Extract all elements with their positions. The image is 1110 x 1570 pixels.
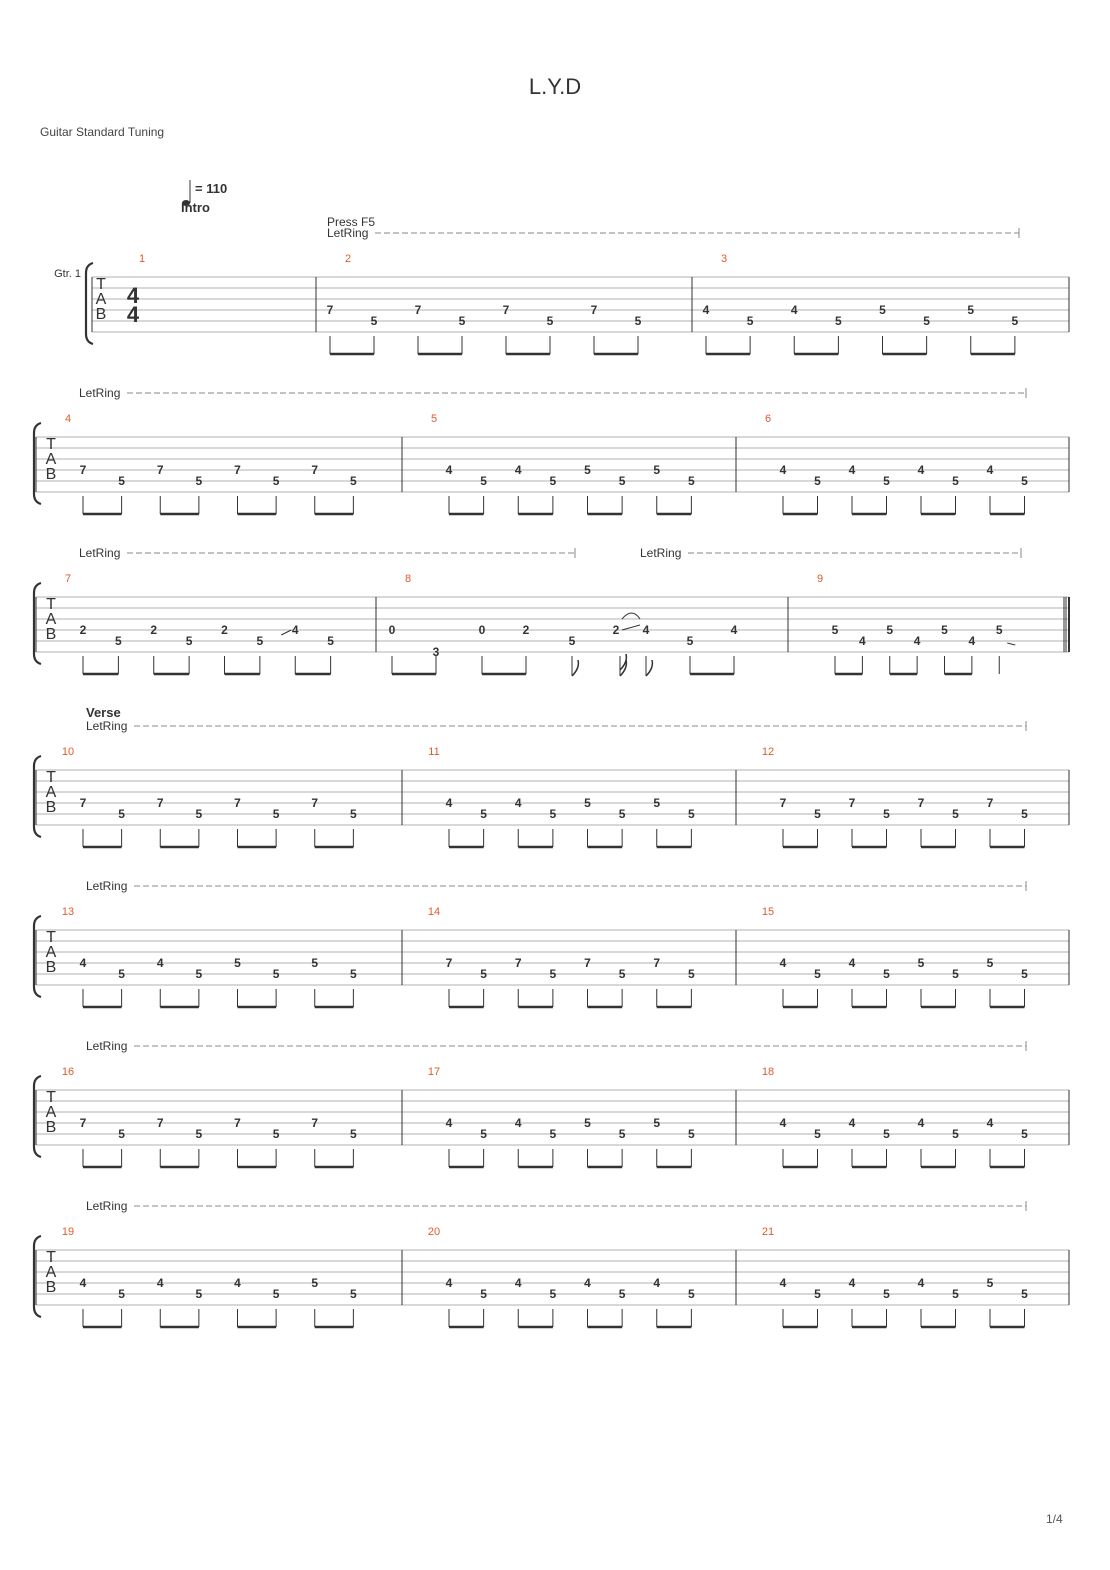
measure-number: 11: [428, 746, 440, 758]
let-ring-label: LetRing: [327, 226, 369, 240]
fret-number: 4: [779, 956, 787, 970]
fret-number: 5: [480, 967, 487, 981]
fret-number: 5: [883, 474, 890, 488]
fret-number: 7: [414, 303, 422, 317]
fret-number: 7: [917, 796, 925, 810]
fret-number: 5: [115, 634, 122, 648]
fret-number: 4: [234, 1276, 241, 1290]
tab-clef-letter: T: [96, 276, 106, 293]
fret-number: 4: [514, 463, 522, 477]
fret-number: 5: [272, 807, 280, 821]
fret-number: 4: [790, 303, 798, 317]
fret-number: 4: [584, 1276, 591, 1290]
fret-number: 4: [445, 1116, 453, 1130]
fret-number: 4: [445, 1276, 453, 1290]
fret-number: 4: [79, 956, 87, 970]
fret-number: 7: [311, 796, 319, 810]
fret-number: 5: [653, 796, 661, 810]
fret-number: 5: [311, 1276, 319, 1290]
fret-number: 5: [195, 1287, 203, 1301]
page-number: 1/4: [1046, 1512, 1063, 1526]
fret-number: 4: [779, 1276, 787, 1290]
fret-number: 5: [350, 1127, 357, 1141]
fret-number: 5: [480, 474, 487, 488]
fret-number: 7: [79, 796, 87, 810]
fret-number: 7: [234, 463, 241, 477]
fret-number: 5: [618, 807, 626, 821]
fret-number: 5: [195, 807, 203, 821]
measure-number: 5: [430, 413, 438, 425]
fret-number: 5: [917, 956, 925, 970]
fret-number: 2: [522, 623, 530, 637]
fret-number: 5: [746, 314, 754, 328]
fret-number: 5: [688, 474, 695, 488]
fret-number: 4: [848, 1276, 856, 1290]
let-ring-label: LetRing: [640, 546, 682, 560]
fret-number: 7: [156, 1116, 164, 1130]
fret-number: 4: [156, 956, 164, 970]
fret-number: 5: [618, 474, 626, 488]
tempo-value: = 110: [195, 181, 228, 196]
fret-number: 5: [118, 474, 125, 488]
tab-clef-letter: A: [45, 1264, 57, 1281]
measure-number: 1: [138, 253, 146, 265]
fret-number: 0: [388, 623, 396, 637]
fret-number: 7: [590, 303, 598, 317]
let-ring-label: LetRing: [86, 719, 128, 733]
fret-number: 5: [883, 967, 890, 981]
fret-number: 7: [234, 1116, 241, 1130]
measure-number: 6: [764, 413, 772, 425]
tab-clef-letter: B: [45, 466, 57, 483]
fret-number: 5: [941, 623, 948, 637]
fret-number: 5: [118, 1127, 125, 1141]
fret-number: 4: [917, 1116, 925, 1130]
fret-number: 5: [1021, 967, 1028, 981]
fret-number: 5: [118, 1287, 125, 1301]
fret-number: 5: [883, 1127, 890, 1141]
let-ring-label: LetRing: [79, 386, 121, 400]
fret-number: 4: [986, 463, 994, 477]
fret-number: 5: [688, 967, 695, 981]
tab-clef-letter: T: [46, 769, 56, 786]
fret-number: 5: [1011, 314, 1019, 328]
tuning-label: Guitar Standard Tuning: [40, 125, 165, 139]
fret-number: 5: [814, 967, 821, 981]
fret-number: 5: [549, 474, 557, 488]
measure-number: 13: [61, 906, 75, 918]
fret-number: 5: [952, 1127, 959, 1141]
tab-clef-letter: T: [46, 596, 56, 613]
fret-number: 5: [814, 1127, 821, 1141]
fret-number: 5: [952, 1287, 959, 1301]
fret-number: 4: [986, 1116, 994, 1130]
fret-number: 5: [195, 967, 203, 981]
let-ring-label: LetRing: [79, 546, 121, 560]
time-signature-bottom: 4: [126, 302, 140, 327]
fret-number: 5: [879, 303, 886, 317]
measure-number: 16: [61, 1066, 75, 1078]
fret-number: 5: [1021, 474, 1028, 488]
fret-number: 5: [546, 314, 554, 328]
fret-number: 5: [350, 807, 357, 821]
tab-clef-letter: T: [46, 436, 56, 453]
fret-number: 4: [514, 1116, 522, 1130]
fret-number: 5: [272, 967, 280, 981]
let-ring-label: LetRing: [86, 1039, 128, 1053]
fret-number: 2: [612, 623, 620, 637]
fret-number: 5: [584, 796, 591, 810]
tab-clef-letter: B: [45, 799, 57, 816]
fret-number: 7: [234, 796, 241, 810]
fret-number: 5: [986, 1276, 994, 1290]
fret-number: 5: [688, 1127, 695, 1141]
fret-number: 5: [327, 634, 334, 648]
fret-number: 4: [848, 1116, 856, 1130]
fret-number: 5: [549, 807, 557, 821]
fret-number: 5: [549, 1127, 557, 1141]
measure-number: 4: [64, 413, 72, 425]
fret-number: 4: [79, 1276, 87, 1290]
fret-number: 5: [886, 623, 894, 637]
measure-number: 17: [427, 1066, 441, 1078]
fret-number: 5: [480, 1287, 487, 1301]
fret-number: 7: [502, 303, 510, 317]
fret-number: 4: [848, 463, 856, 477]
fret-number: 0: [478, 623, 486, 637]
fret-number: 5: [311, 956, 319, 970]
fret-number: 5: [185, 634, 193, 648]
fret-number: 5: [195, 474, 203, 488]
measure-number: 20: [427, 1226, 441, 1238]
fret-number: 5: [480, 1127, 487, 1141]
tab-clef-letter: A: [45, 1104, 57, 1121]
measure-number: 10: [61, 746, 75, 758]
fret-number: 5: [1021, 1127, 1028, 1141]
tab-clef-letter: T: [46, 1089, 56, 1106]
fret-number: 2: [79, 623, 87, 637]
tab-clef-letter: B: [95, 306, 107, 323]
measure-number: 8: [404, 573, 412, 585]
fret-number: 4: [917, 463, 925, 477]
fret-number: 4: [445, 463, 453, 477]
fret-number: 5: [350, 967, 357, 981]
fret-number: 5: [688, 807, 695, 821]
tab-clef-letter: A: [45, 784, 57, 801]
fret-number: 5: [480, 807, 487, 821]
fret-number: 7: [848, 796, 856, 810]
fret-number: 7: [986, 796, 994, 810]
fret-number: 5: [618, 1127, 626, 1141]
section-label-intro: Intro: [181, 200, 210, 215]
let-ring-label: LetRing: [86, 879, 128, 893]
fret-number: 4: [730, 623, 738, 637]
fret-number: 5: [814, 474, 821, 488]
fret-number: 7: [156, 463, 164, 477]
fret-number: 4: [445, 796, 453, 810]
fret-number: 5: [1021, 807, 1028, 821]
fret-number: 7: [445, 956, 453, 970]
tab-clef-letter: B: [45, 626, 57, 643]
fret-number: 7: [79, 1116, 87, 1130]
let-ring-label: LetRing: [86, 1199, 128, 1213]
tab-clef-letter: A: [45, 611, 57, 628]
fret-number: 5: [952, 474, 959, 488]
fret-number: 5: [986, 956, 994, 970]
fret-number: 5: [118, 807, 125, 821]
measure-number: 21: [761, 1226, 775, 1238]
fret-number: 4: [642, 623, 650, 637]
fret-number: 3: [432, 645, 440, 659]
note-flag: [646, 660, 652, 676]
fret-number: 5: [967, 303, 975, 317]
fret-number: 5: [118, 967, 125, 981]
fret-number: 5: [653, 1116, 661, 1130]
fret-number: 5: [634, 314, 642, 328]
fret-number: 5: [195, 1127, 203, 1141]
fret-number: 4: [702, 303, 710, 317]
fret-number: 5: [370, 314, 378, 328]
fret-number: 7: [514, 956, 522, 970]
slide-line: [622, 625, 640, 630]
fret-number: 4: [156, 1276, 164, 1290]
fret-number: 5: [952, 967, 959, 981]
instrument-label: Gtr. 1: [54, 268, 81, 280]
fret-number: 2: [221, 623, 228, 637]
measure-number: 12: [761, 746, 775, 758]
hammer-arc: [622, 613, 640, 619]
fret-number: 4: [779, 463, 787, 477]
measure-number: 19: [61, 1226, 75, 1238]
note-flag: [572, 660, 578, 676]
tab-clef-letter: A: [45, 451, 57, 468]
measure-number: 3: [720, 253, 728, 265]
fret-number: 4: [848, 956, 856, 970]
fret-number: 5: [952, 807, 959, 821]
fret-number: 5: [272, 1287, 280, 1301]
fret-number: 5: [568, 634, 576, 648]
fret-number: 5: [234, 956, 241, 970]
fret-number: 5: [350, 1287, 357, 1301]
fret-number: 7: [584, 956, 591, 970]
fret-number: 7: [653, 956, 661, 970]
tab-clef-letter: A: [95, 291, 107, 308]
tab-clef-letter: A: [45, 944, 57, 961]
fret-number: 4: [917, 1276, 925, 1290]
fret-number: 4: [514, 1276, 522, 1290]
slide-out-line: [1007, 643, 1015, 645]
fret-number: 5: [686, 634, 694, 648]
press-label: Press F5: [327, 215, 376, 229]
fret-number: 4: [514, 796, 522, 810]
fret-number: 4: [653, 1276, 661, 1290]
fret-number: 5: [923, 314, 930, 328]
fret-number: 5: [272, 474, 280, 488]
fret-number: 4: [779, 1116, 787, 1130]
fret-number: 5: [618, 1287, 626, 1301]
fret-number: 5: [835, 314, 842, 328]
measure-number: 2: [344, 253, 352, 265]
fret-number: 7: [156, 796, 164, 810]
tab-clef-letter: T: [46, 1249, 56, 1266]
measure-number: 14: [427, 906, 441, 918]
tab-clef-letter: B: [45, 1119, 57, 1136]
fret-number: 5: [688, 1287, 695, 1301]
measure-number: 9: [816, 573, 824, 585]
fret-number: 4: [859, 634, 866, 648]
fret-number: 7: [779, 796, 787, 810]
fret-number: 7: [326, 303, 334, 317]
fret-number: 5: [814, 807, 821, 821]
fret-number: 5: [549, 1287, 557, 1301]
fret-number: 5: [883, 807, 890, 821]
fret-number: 5: [256, 634, 264, 648]
fret-number: 5: [272, 1127, 280, 1141]
fret-number: 5: [1021, 1287, 1028, 1301]
fret-number: 5: [549, 967, 557, 981]
measure-number: 7: [64, 573, 72, 585]
slide-line: [281, 630, 291, 635]
fret-number: 2: [150, 623, 158, 637]
time-signature-top: 4: [126, 283, 140, 308]
fret-number: 4: [968, 634, 976, 648]
fret-number: 5: [883, 1287, 890, 1301]
fret-number: 5: [584, 463, 591, 477]
fret-number: 5: [458, 314, 466, 328]
fret-number: 5: [584, 1116, 591, 1130]
fret-number: 5: [618, 967, 626, 981]
fret-number: 7: [311, 463, 319, 477]
section-label-verse: Verse: [86, 705, 121, 720]
fret-number: 4: [913, 634, 921, 648]
fret-number: 5: [653, 463, 661, 477]
tab-clef-letter: B: [45, 1279, 57, 1296]
tab-clef-letter: B: [45, 959, 57, 976]
fret-number: 7: [311, 1116, 319, 1130]
fret-number: 5: [814, 1287, 821, 1301]
tab-clef-letter: T: [46, 929, 56, 946]
fret-number: 4: [291, 623, 299, 637]
fret-number: 7: [79, 463, 87, 477]
fret-number: 5: [831, 623, 839, 637]
measure-number: 15: [761, 906, 775, 918]
fret-number: 5: [995, 623, 1003, 637]
fret-number: 5: [350, 474, 357, 488]
measure-number: 18: [761, 1066, 775, 1078]
song-title: L.Y.D: [528, 74, 582, 99]
